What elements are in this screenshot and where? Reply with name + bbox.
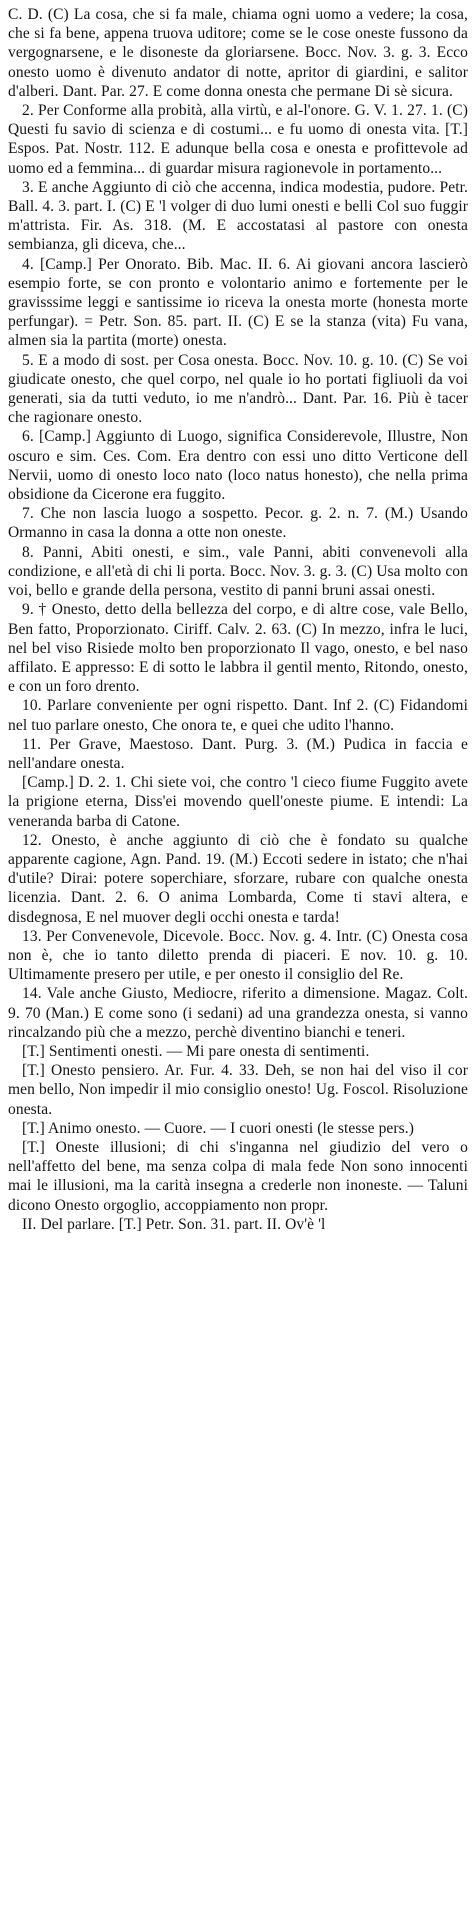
sense-3-paragraph: 3. E anche Aggiunto di ciò che accenna, indica modestia, pudore. Petr. Ball. 4. 3. part. I. (C) E 'l volger di duo lumi onesti e belli Col suo fuggir m'attrista. Fir. As. 318. (M. E accostatasi al pastore con onesta sembianza, gli diceva, che... (8, 178, 468, 254)
sense-11-paragraph: 11. Per Grave, Maestoso. Dant. Purg. 3. (M.) Pudica in faccia e nell'andare onesta. (8, 735, 468, 772)
sense-8-paragraph: 8. Panni, Abiti onesti, e sim., vale Panni, abiti convenevoli alla condizione, e all'età di chi li porta. Bocc. Nov. 3. g. 3. (C) Usa molto con voi, bello e grande della persona, vestito di panni bruni assai onesti. (8, 543, 468, 600)
sense-12-paragraph: 12. Onesto, è anche aggiunto di ciò che è fondato su qualche apparente cagione, Agn. Pand. 19. (M.) Eccoti sedere in istato; che n'hai d'utile? Dirai: potere soperchiare, sforzare, rubare con qualche onesta licenzia. Dant. 2. 6. O anima Lombarda, Come ti stavi altera, e disdegnosa, E nel muover degli occhi onesta e tarda! (8, 831, 468, 926)
sense-13-paragraph: 13. Per Convenevole, Dicevole. Bocc. Nov. g. 4. Intr. (C) Onesta cosa non è, che io tanto diletto prenda di piaceri. E nov. 10. g. 10. Ultimamente presero per utile, e per onesto il consiglio del Re. (8, 927, 468, 984)
sense-5-paragraph: 5. E a modo di sost. per Cosa onesta. Bocc. Nov. 10. g. 10. (C) Se voi giudicate onesto, che quel corpo, nel quale io ho portati figliuoli da voi generati, sia da tutti veduto, io me n'andrò... Dant. Par. 16. Più è tacer che ragionare onesto. (8, 351, 468, 427)
entry-paragraph-cd: C. D. (C) La cosa, che si fa male, chiama ogni uomo a vedere; la cosa, che si fa bene, appena truova uditore; come se le cose oneste fussono da vergognarsene, e le disoneste da gloriarsene. Bocc. Nov. 3. g. 3. Ecco onesto uomo è divenuto andator di notte, apritor di giardini, e salitor d'alberi. Dant. Par. 27. E come donna onesta che permane Di sè sicura. (8, 6, 468, 100)
tommaseo-pensiero-paragraph: [T.] Onesto pensiero. Ar. Fur. 4. 33. Deh, se non hai del viso il cor men bello, Non impedir il mio consiglio onesto! Ug. Foscol. Risoluzione onesta. (8, 1062, 468, 1118)
sense-2-paragraph: 2. Per Conforme alla probità, alla virtù, e al-l'onore. G. V. 1. 27. 1. (C) Questi fu savio di scienza e di costumi... e fu uomo di onesta vita. [T.] Espos. Pat. Nostr. 112. E adunque bella cosa e onesta e profittevole ad uomo ed a femmina... di guardar misura ragionevole in portamento... (8, 102, 468, 177)
sense-6-paragraph: 6. [Camp.] Aggiunto di Luogo, significa Considerevole, Illustre, Non oscuro e sim. Ces. Com. Era dentro con essi uno ditto Verticone dell Nervii, uomo di onesto loco nato (loco natus honesto), che nella prima obsidione da Cicerone era fuggito. (8, 428, 468, 504)
sense-4-paragraph: 4. [Camp.] Per Onorato. Bib. Mac. II. 6. Ai giovani ancora lascierò esempio forte, se con pronto e volontario animo e fortemente per le gravisssime leggi e santissime io riceva la onesta morte (honesta morte perfungar). = Petr. Son. 85. part. II. (C) E se la stanza (vita) Fu vana, almen sia la partita (morte) onesta. (8, 255, 468, 350)
tommaseo-sentimenti-paragraph: [T.] Sentimenti onesti. — Mi pare onesta di sentimenti. (22, 1042, 370, 1060)
sense-7-paragraph: 7. Che non lascia luogo a sospetto. Pecor. g. 2. n. 7. (M.) Usando Ormanno in casa la donna a otte non oneste. (8, 505, 468, 542)
sense-10-paragraph: 10. Parlare conveniente per ogni rispetto. Dant. Inf 2. (C) Fidandomi nel tuo parlare onesto, Che onora te, e quei che udito l'hanno. (8, 697, 468, 734)
sense-11-camp-paragraph: [Camp.] D. 2. 1. Chi siete voi, che contro 'l cieco fiume Fuggito avete la prigione eterna, Diss'ei movendo quell'oneste piume. E intendi: La veneranda barba di Catone. (8, 774, 468, 830)
section-ii-paragraph: II. Del parlare. [T.] Petr. Son. 31. part. II. Ov'è 'l (22, 1215, 326, 1233)
tommaseo-illusioni-paragraph: [T.] Oneste illusioni; di chi s'inganna nel giudizio del vero o nell'affetto del bene, ma senza colpa di mala fede Non sono innocenti mai le illusioni, ma la carità insegna a crederle non inoneste. — Taluni dicono Onesto orgoglio, accoppiamento non propr. (8, 1138, 468, 1214)
tommaseo-animo-paragraph: [T.] Animo onesto. — Cuore. — I cuori onesti (le stesse pers.) (22, 1119, 415, 1137)
sense-14-paragraph: 14. Vale anche Giusto, Mediocre, riferito a dimensione. Magaz. Colt. 9. 70 (Man.) E come sono (i sedani) ad una grandezza onesta, si vanno rincalzando più che a mezzo, perchè diventino bianchi e teneri. (8, 985, 468, 1041)
sense-9-paragraph: 9. † Onesto, detto della bellezza del corpo, e di altre cose, vale Bello, Ben fatto, Proporzionato. Ciriff. Calv. 2. 63. (C) In mezzo, infra le luci, nel bel viso Risiede molto ben proporzionato Il vago, onesto, e bel naso affilato. E appresso: E di sotto le labbra il gentil mento, Ritondo, onesto, e con un foro drento. (8, 601, 468, 696)
